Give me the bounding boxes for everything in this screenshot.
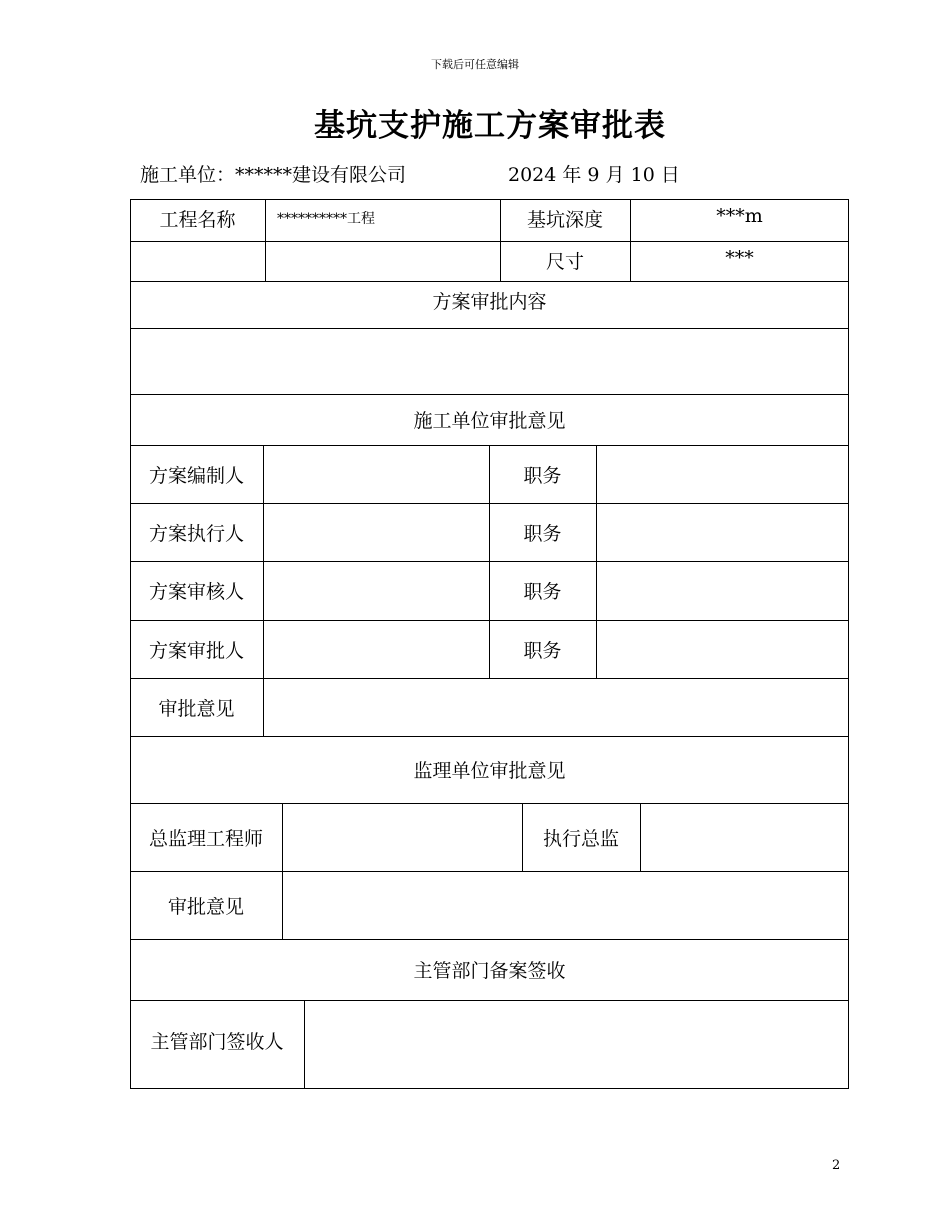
pit-depth-label: 基坑深度	[526, 209, 603, 231]
plan-content-field[interactable]	[130, 328, 849, 394]
supervision-opinion-field[interactable]	[282, 871, 849, 939]
project-name-value[interactable]: **********工程	[277, 211, 375, 227]
size-label: 尺寸	[545, 251, 584, 273]
size-value[interactable]: ***	[725, 247, 754, 269]
form-title: 基坑支护施工方案审批表	[314, 108, 666, 144]
executive-supervisor-field[interactable]	[640, 803, 849, 871]
position-field[interactable]	[596, 561, 849, 620]
construction-opinion-field[interactable]	[263, 678, 849, 736]
role-label: 方案审批人	[148, 639, 244, 662]
authority-signer-field[interactable]	[304, 1000, 849, 1089]
authority-signer-label: 主管部门签收人	[150, 1030, 284, 1053]
construction-opinion-header: 施工单位审批意见	[413, 410, 566, 432]
position-label: 职务	[523, 464, 562, 487]
name-field[interactable]	[263, 445, 489, 503]
form-date: 2024 年 9 月 10 日	[508, 164, 680, 186]
role-label: 方案执行人	[148, 522, 244, 545]
role-label: 方案审核人	[148, 581, 244, 603]
executive-supervisor-label: 执行总监	[542, 827, 619, 850]
empty-cell[interactable]	[265, 241, 500, 281]
empty-cell[interactable]	[130, 241, 265, 281]
supervision-header: 监理单位审批意见	[413, 760, 566, 782]
position-label: 职务	[523, 639, 562, 662]
name-field[interactable]	[263, 503, 489, 561]
header-note: 下载后可任意编辑	[431, 58, 519, 71]
authority-header: 主管部门备案签收	[413, 960, 566, 982]
supervision-opinion-label: 审批意见	[167, 895, 244, 918]
role-label: 方案编制人	[148, 464, 244, 487]
position-label: 职务	[523, 581, 562, 603]
chief-supervisor-label: 总监理工程师	[148, 827, 263, 850]
project-name-label: 工程名称	[159, 209, 236, 231]
position-field[interactable]	[596, 620, 849, 678]
position-label: 职务	[523, 522, 562, 545]
plan-content-header: 方案审批内容	[432, 291, 547, 313]
pit-depth-value[interactable]: ***m	[716, 205, 763, 227]
construction-opinion-label: 审批意见	[158, 697, 235, 720]
chief-supervisor-field[interactable]	[282, 803, 522, 871]
position-field[interactable]	[596, 445, 849, 503]
construction-unit: 施工单位：******建设有限公司	[140, 164, 407, 186]
name-field[interactable]	[263, 561, 489, 620]
name-field[interactable]	[263, 620, 489, 678]
position-field[interactable]	[596, 503, 849, 561]
page-number: 2	[832, 1158, 841, 1173]
